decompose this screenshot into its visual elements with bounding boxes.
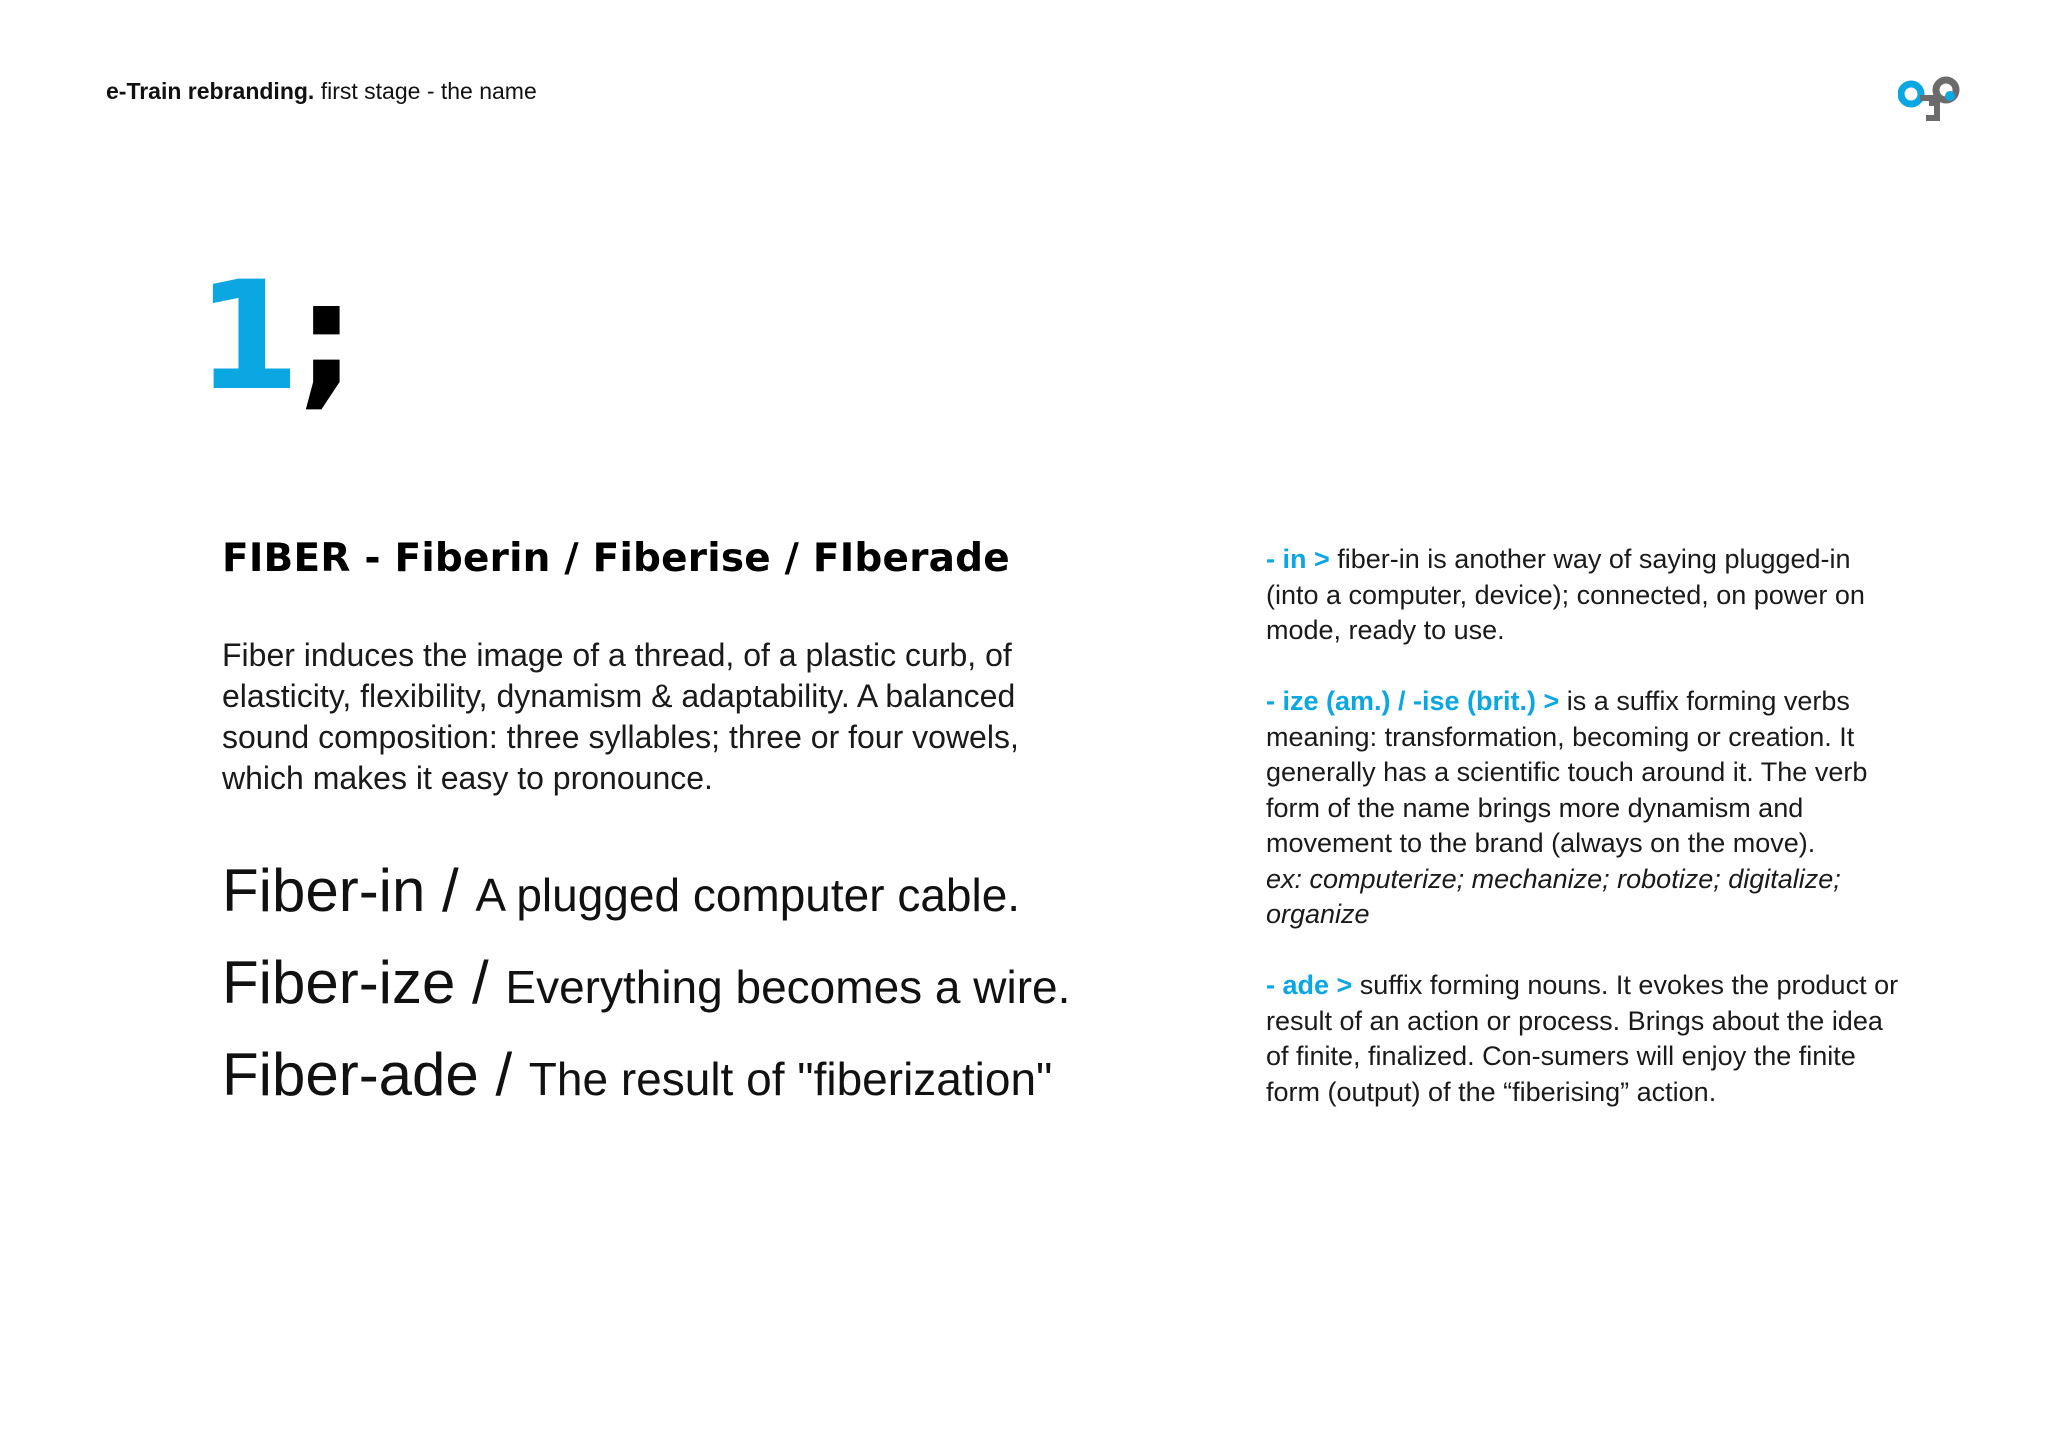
brand-logo-icon <box>1898 74 1962 124</box>
variant-fiber-ade <box>222 1037 1122 1129</box>
variant-fiber-ize <box>222 945 1122 1037</box>
suffix-explanations <box>1266 542 1906 1146</box>
suffix-label: - ize (am.) / -ise (brit.) > <box>1266 686 1567 716</box>
page-header <box>106 78 537 105</box>
variant-desc: A plugged computer cable. <box>475 869 1021 921</box>
variant-name: Fiber-ade / <box>222 1041 529 1108</box>
main-content <box>222 536 1122 1129</box>
suffix-ade <box>1266 968 1906 1110</box>
variant-desc: Everything becomes a wire. <box>505 961 1071 1013</box>
suffix-example: ex: computerize; mechanize; robotize; digitalize; organize <box>1266 863 1841 929</box>
header-bold-text: e-Train rebranding. <box>106 78 315 104</box>
suffix-in <box>1266 542 1906 649</box>
suffix-label: - ade > <box>1266 970 1360 1000</box>
suffix-label: - in > <box>1266 544 1338 574</box>
variants-list <box>222 853 1122 1129</box>
suffix-ize <box>1266 684 1906 933</box>
suffix-text: is a suffix forming verbs meaning: transformation, becoming or creation. It generally has a scientific touch around it. The verb form of the name brings more dynamism and movement to the brand (always on the move). <box>1266 686 1868 858</box>
variant-name: Fiber-ize / <box>222 949 506 1016</box>
suffix-text: suffix forming nouns. It evokes the product or result of an action or process. Brings about the idea of finite, finalized. Con-sumers will enjoy the finite form (output) of the “fiberising” action. <box>1266 970 1899 1107</box>
section-number-punct: ; <box>296 250 353 424</box>
variant-desc: The result of "fiberization" <box>528 1053 1053 1105</box>
main-title: FIBER - Fiberin / Fiberise / FIberade <box>222 536 1010 581</box>
section-number <box>196 250 353 424</box>
variant-fiber-in <box>222 853 1122 945</box>
header-rest-text: first stage - the name <box>314 78 537 104</box>
suffix-text: fiber-in is another way of saying plugged-in (into a computer, device); connected, on power on mode, ready to use. <box>1266 544 1865 645</box>
variant-name: Fiber-in / <box>222 857 476 924</box>
section-number-digit: 1 <box>196 250 297 424</box>
main-description: Fiber induces the image of a thread, of a plastic curb, of elasticity, flexibility, dynamism & adaptability. A balanced sound composition: three syllables; three or four vowels, which makes it easy to pronounce. <box>222 637 1019 796</box>
